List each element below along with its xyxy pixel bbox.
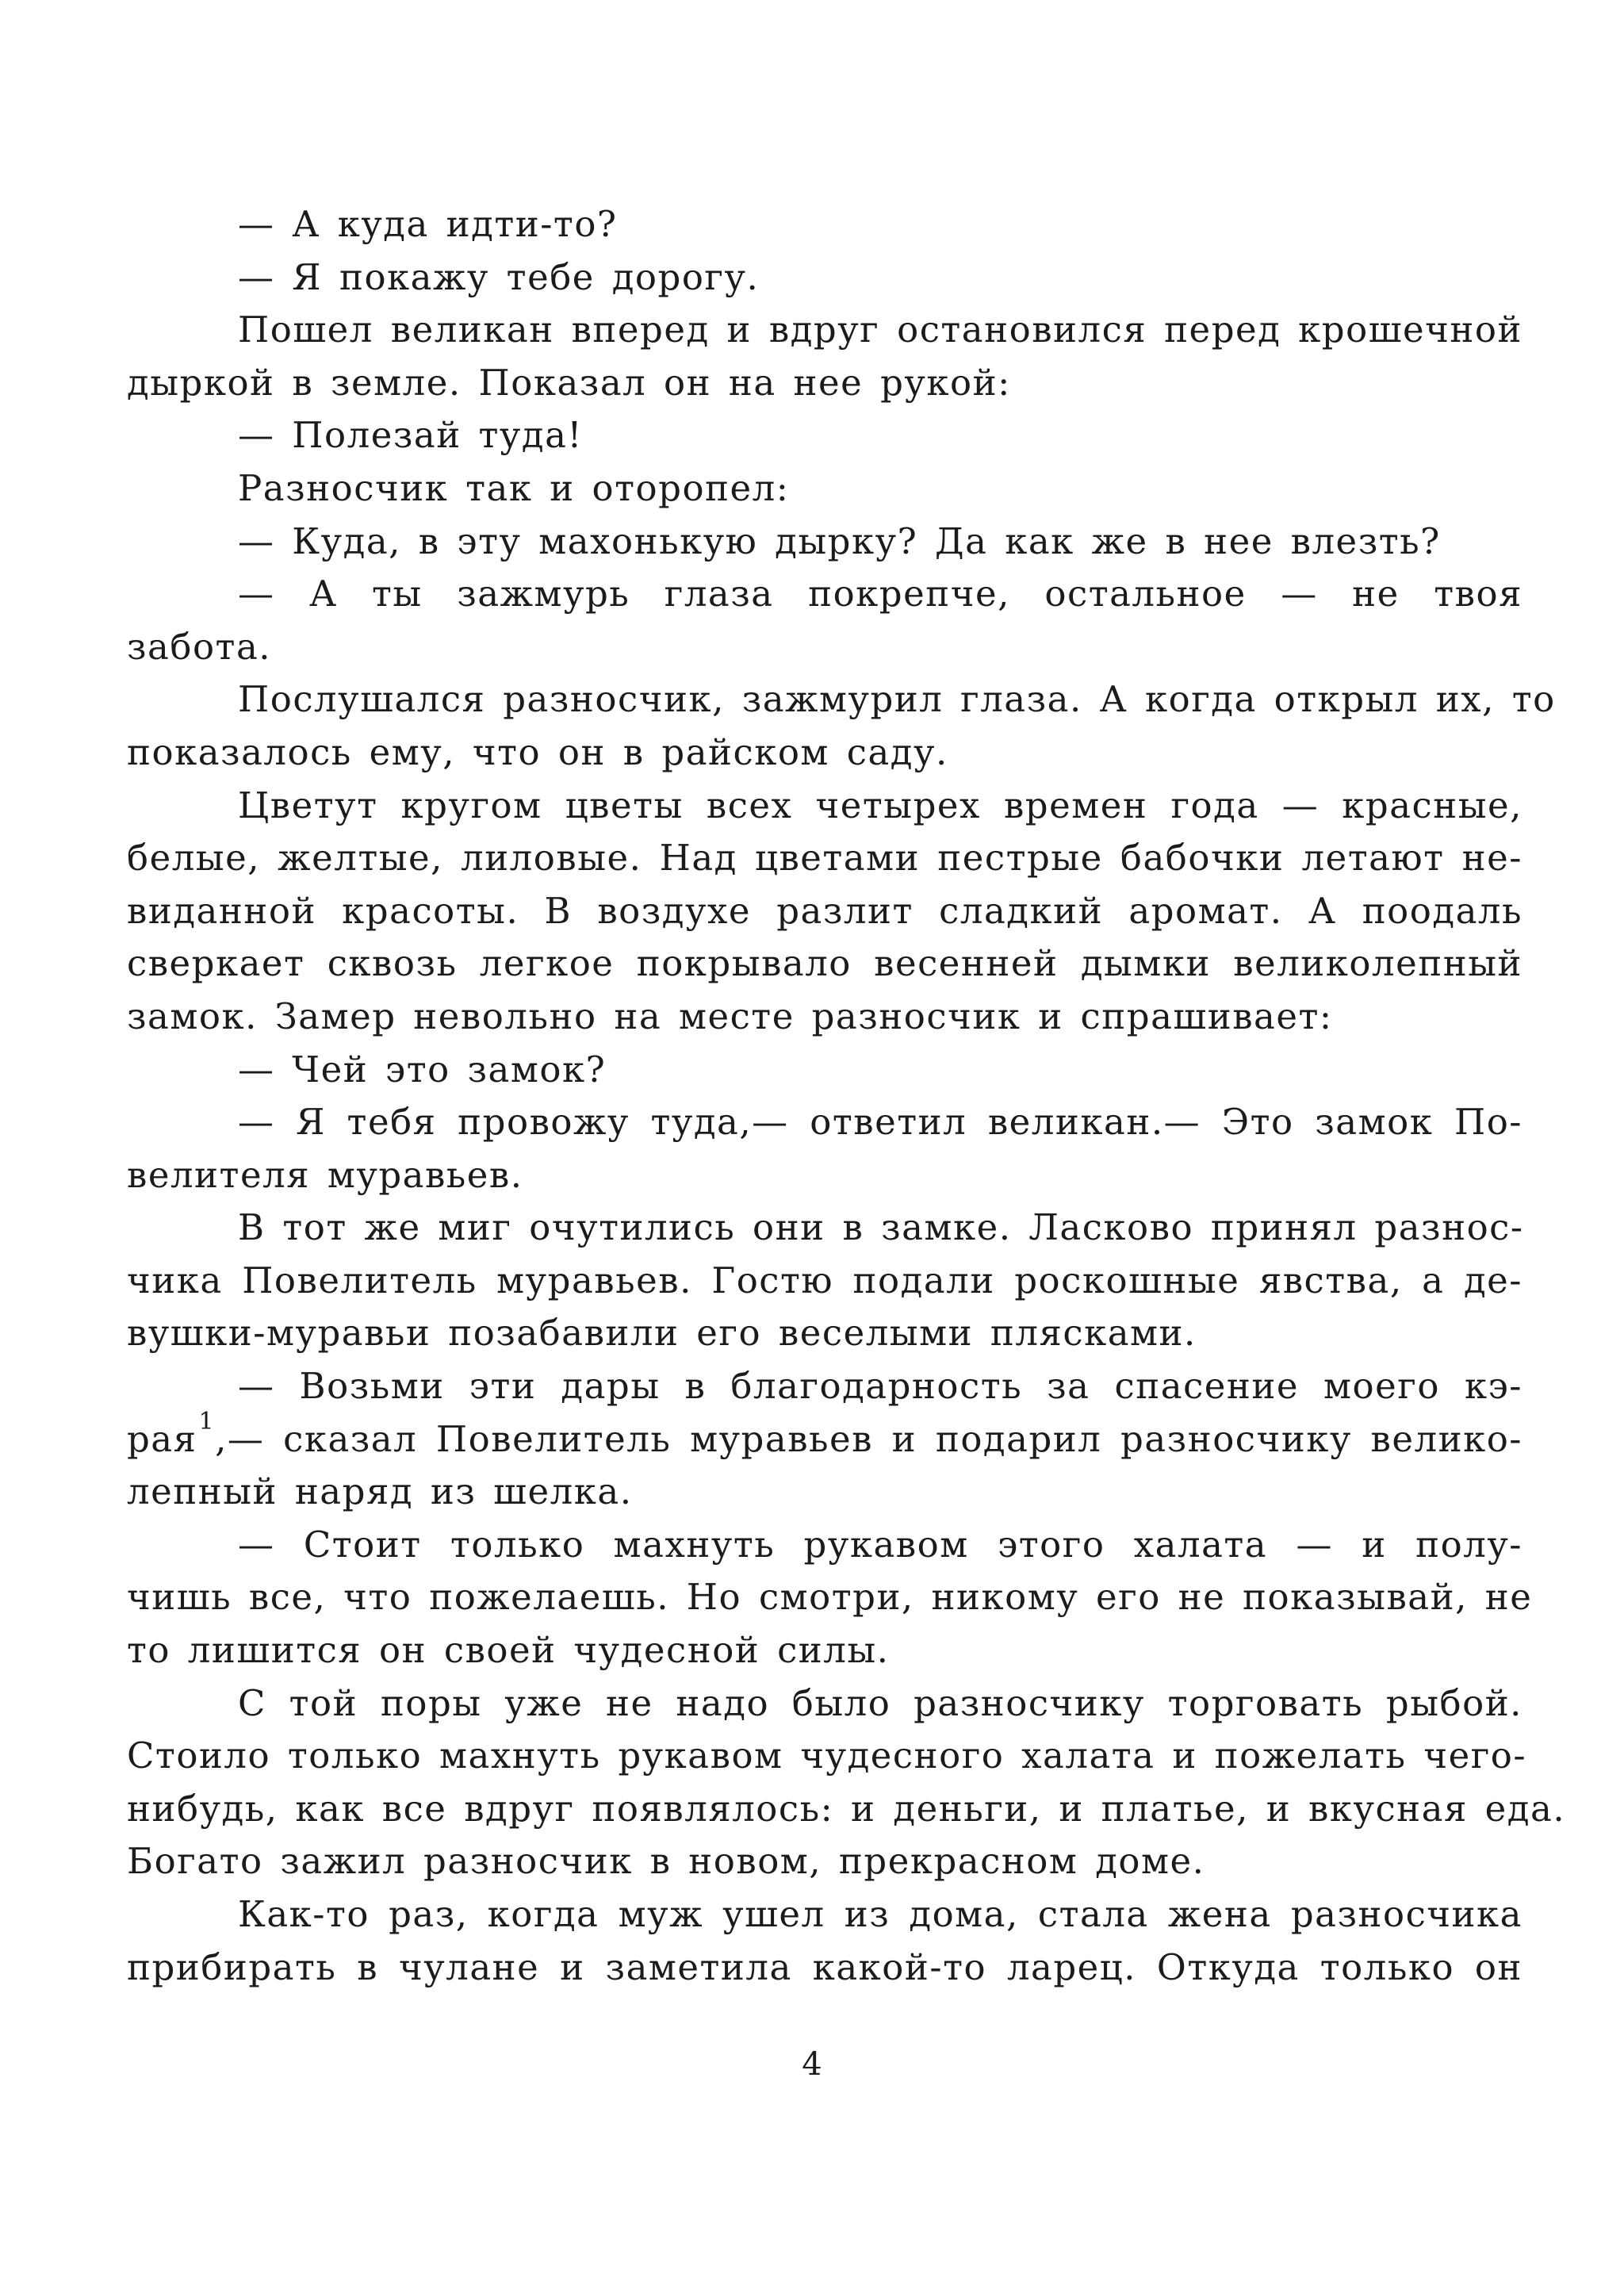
text-line: Богато зажил разносчик в новом, прекрасном доме. bbox=[127, 1840, 1205, 1883]
text-line: вушки-муравьи позабавили его веселыми плясками. bbox=[127, 1312, 1197, 1355]
text-line: С той поры уже не надо было разносчику торговать рыбой. bbox=[238, 1681, 1522, 1724]
text-line: — Я покажу тебе дорогу. bbox=[238, 255, 760, 298]
text-line: лепный наряд из шелка. bbox=[127, 1470, 633, 1513]
text-line: то лишится он своей чудесной силы. bbox=[127, 1629, 890, 1672]
text-line: чишь все, что пожелаешь. Но смотри, никому его не показывай, не bbox=[127, 1576, 1533, 1619]
text-line: — А ты зажмурь глаза покрепче, остальное — не твоя bbox=[238, 573, 1522, 615]
text-line: — Возьми эти дары в благодарность за спасение моего кэ- bbox=[238, 1365, 1522, 1408]
text-line: белые, желтые, лиловые. Над цветами пестрые бабочки летают не- bbox=[127, 837, 1522, 880]
text-line: Цветут кругом цветы всех четырех времен года — красные, bbox=[238, 784, 1522, 826]
text-line: — Чей это замок? bbox=[238, 1048, 607, 1091]
text-line: чика Повелитель муравьев. Гостю подали роскошные явства, а де- bbox=[127, 1259, 1522, 1301]
text-line: Пошел великан вперед и вдруг остановился перед крошечной bbox=[238, 309, 1522, 351]
text-line: показалось ему, что он в райском саду. bbox=[127, 730, 948, 773]
page-body bbox=[127, 198, 1566, 1994]
footnote-marker: 1 bbox=[198, 1407, 216, 1435]
text-line: дыркой в земле. Показал он на нее рукой: bbox=[127, 361, 1011, 404]
text-line: забота. bbox=[127, 625, 272, 668]
text-line: — Куда, в эту махонькую дырку? Да как же в нее влезть? bbox=[238, 519, 1441, 562]
text-line: виданной красоты. В воздухе разлит сладкий аромат. А поодаль bbox=[127, 889, 1522, 932]
text-line: Стоило только махнуть рукавом чудесного халата и пожелать чего- bbox=[127, 1734, 1527, 1777]
text-line: — А куда идти-то? bbox=[238, 203, 618, 245]
text-line: — Стоит только махнуть рукавом этого халата — и полу- bbox=[238, 1523, 1522, 1566]
text-segment: ,— сказал Повелитель муравьев и подарил разносчику велико- bbox=[215, 1417, 1522, 1460]
text-line: Разносчик так и оторопел: bbox=[238, 466, 790, 509]
text-line: — Полезай туда! bbox=[238, 414, 584, 457]
text-line: нибудь, как все вдруг появлялось: и деньги, и платье, и вкусная еда. bbox=[127, 1787, 1566, 1830]
text-segment: рая bbox=[127, 1417, 197, 1460]
text-line: Послушался разносчик, зажмурил глаза. А когда открыл их, то bbox=[238, 678, 1556, 721]
text-line bbox=[127, 1407, 1522, 1466]
text-line: прибирать в чулане и заметила какой-то ларец. Откуда только он bbox=[127, 1945, 1522, 1988]
text-line: замок. Замер невольно на месте разносчик и спрашивает: bbox=[127, 995, 1333, 1037]
text-line: В тот же миг очутились они в замке. Ласково принял разнос- bbox=[238, 1206, 1524, 1249]
text-line: Как-то раз, когда муж ушел из дома, стала жена разносчика bbox=[238, 1893, 1522, 1935]
text-line: — Я тебя провожу туда,— ответил великан.— Это замок По- bbox=[238, 1101, 1522, 1144]
text-line: велителя муравьев. bbox=[127, 1153, 523, 1196]
page-number: 4 bbox=[802, 2046, 822, 2083]
text-line: сверкает сквозь легкое покрывало весенней дымки великолепный bbox=[127, 942, 1522, 985]
